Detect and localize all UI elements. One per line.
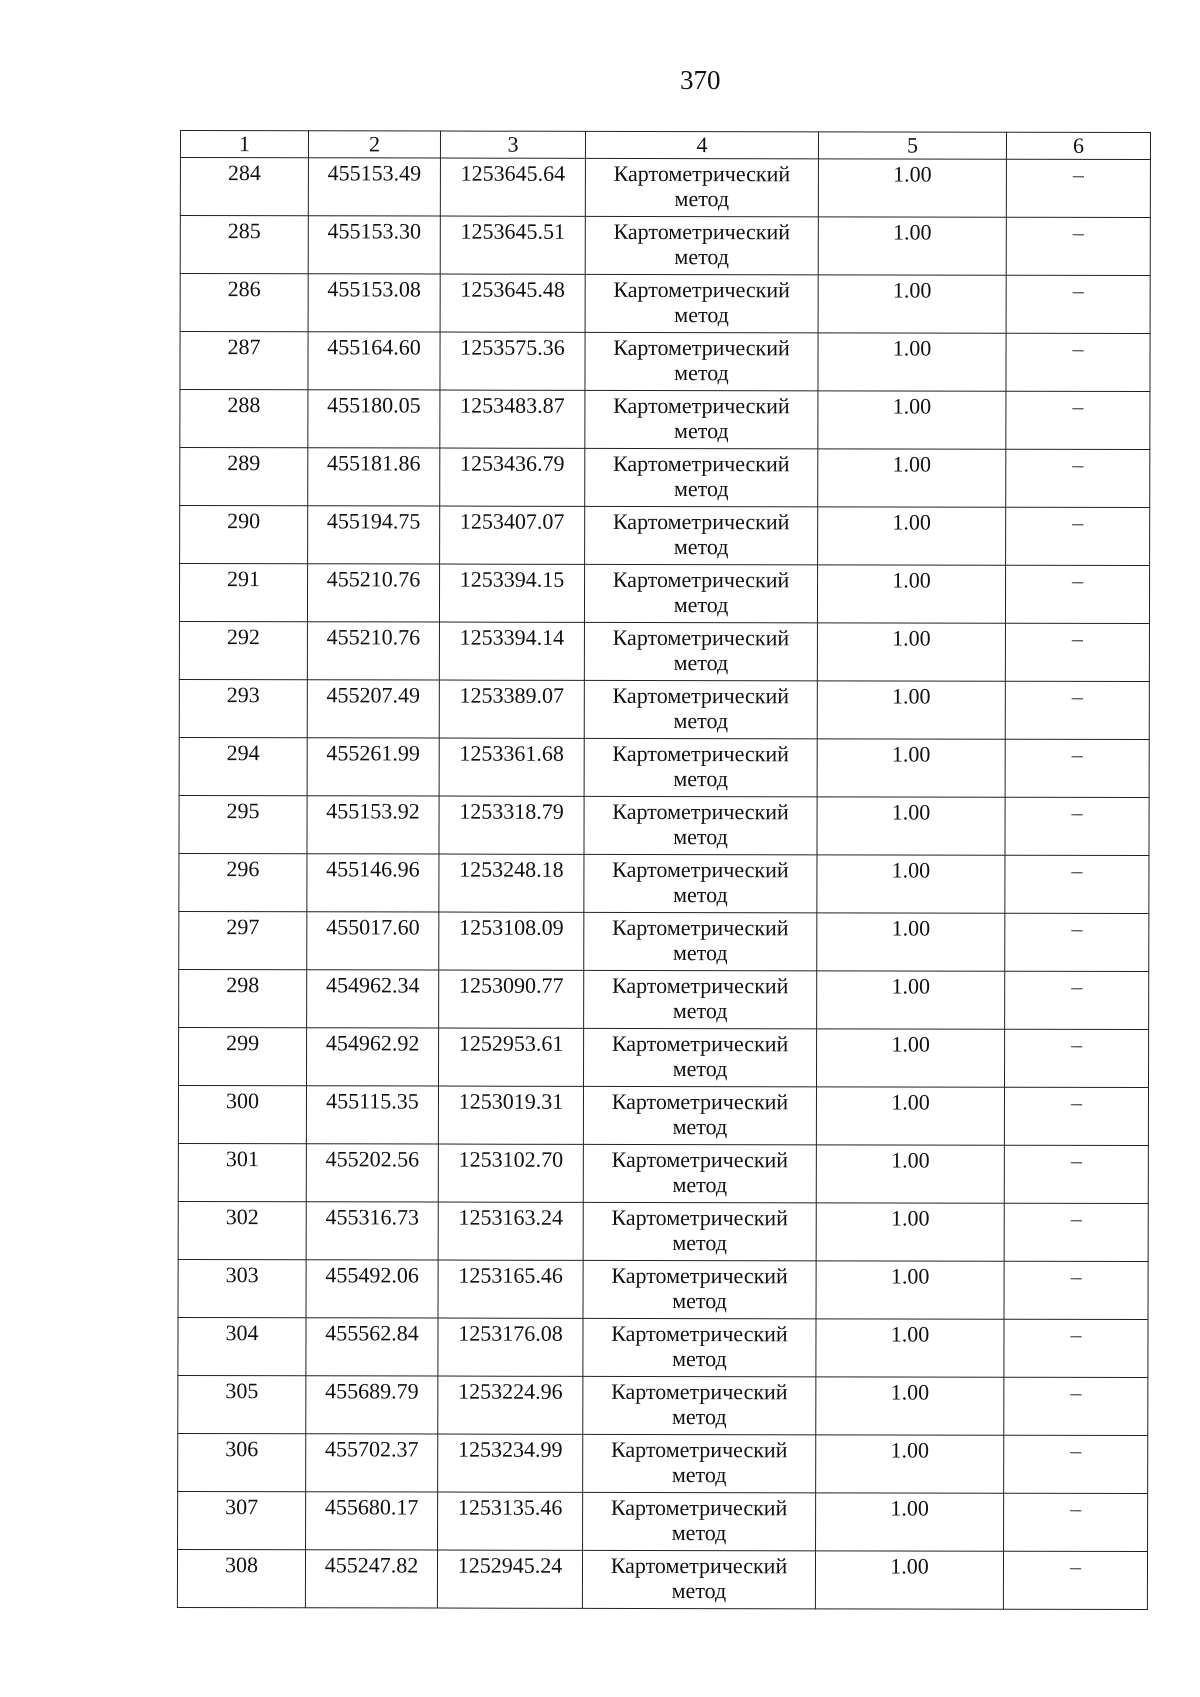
accuracy-cell: 1.00 (815, 1551, 1003, 1609)
note-cell: – (1006, 449, 1150, 507)
table-row (178, 1375, 1148, 1435)
accuracy-cell: 1.00 (817, 565, 1005, 623)
y-coordinate-cell: 1253394.15 (439, 564, 584, 622)
table-row (180, 274, 1150, 334)
note-cell: – (1006, 391, 1150, 449)
accuracy-cell: 1.00 (816, 1261, 1004, 1319)
x-coordinate-cell: 455316.73 (306, 1202, 438, 1260)
method-line-1: Картометрический (612, 624, 790, 651)
y-coordinate-cell: 1253389.07 (439, 680, 584, 738)
method-line-1: Картометрический (612, 508, 790, 535)
accuracy-cell: 1.00 (816, 1145, 1004, 1203)
method-line-1: Картометрический (613, 392, 790, 419)
accuracy-cell: 1.00 (816, 1435, 1004, 1493)
accuracy-cell: 1.00 (818, 333, 1006, 391)
accuracy-cell: 1.00 (816, 1203, 1004, 1261)
table-row (179, 853, 1149, 913)
accuracy-cell: 1.00 (818, 391, 1006, 449)
table-row (178, 1433, 1148, 1493)
table-row (178, 1085, 1148, 1145)
x-coordinate-cell: 455146.96 (307, 854, 439, 912)
accuracy-cell: 1.00 (816, 1377, 1004, 1435)
method-cell (584, 738, 817, 796)
table-row (178, 1491, 1148, 1551)
y-coordinate-cell: 1253090.77 (439, 970, 584, 1028)
point-number-cell: 298 (179, 969, 307, 1027)
method-line-1: Картометрический (611, 1320, 788, 1347)
point-number-cell: 300 (178, 1085, 306, 1143)
note-cell: – (1006, 333, 1150, 391)
method-cell (583, 1376, 816, 1434)
method-line-1: Картометрический (613, 276, 790, 303)
note-cell: – (1005, 623, 1149, 681)
note-cell: – (1005, 913, 1149, 971)
note-cell: – (1006, 159, 1150, 217)
note-cell: – (1005, 855, 1149, 913)
point-number-cell: 302 (178, 1201, 306, 1259)
method-cell (585, 448, 818, 506)
method-line-2: метод (672, 998, 728, 1024)
table-row (179, 795, 1149, 855)
method-cell (584, 854, 817, 912)
method-cell (584, 912, 817, 970)
x-coordinate-cell: 455210.76 (307, 564, 439, 622)
note-cell: – (1003, 1551, 1147, 1609)
method-line-2: метод (672, 1288, 727, 1314)
method-cell (583, 1028, 816, 1086)
point-number-cell: 296 (179, 853, 307, 911)
method-cell (585, 506, 818, 564)
method-line-2: метод (673, 476, 729, 502)
point-number-cell: 284 (180, 158, 308, 216)
point-number-cell: 289 (180, 448, 308, 506)
note-cell: – (1005, 681, 1149, 739)
x-coordinate-cell: 455207.49 (307, 680, 439, 738)
method-cell (585, 274, 818, 332)
method-line-2: метод (673, 882, 728, 908)
method-line-1: Картометрический (611, 1146, 789, 1173)
x-coordinate-cell: 455164.60 (308, 332, 440, 390)
point-number-cell: 294 (179, 737, 307, 795)
accuracy-cell: 1.00 (818, 217, 1006, 275)
x-coordinate-cell: 455180.05 (308, 390, 440, 448)
method-line-2: метод (671, 1578, 727, 1604)
table-row (177, 1549, 1147, 1609)
point-number-cell: 307 (178, 1491, 306, 1549)
note-cell: – (1004, 1319, 1148, 1377)
point-number-cell: 304 (178, 1317, 306, 1375)
table-row (178, 1317, 1148, 1377)
method-line-2: метод (672, 1230, 727, 1256)
accuracy-cell: 1.00 (817, 855, 1005, 913)
accuracy-cell: 1.00 (817, 681, 1005, 739)
y-coordinate-cell: 1253394.14 (439, 622, 584, 680)
point-number-cell: 286 (180, 274, 308, 332)
method-line-1: Картометрический (613, 160, 791, 187)
x-coordinate-cell: 455181.86 (308, 448, 440, 506)
x-coordinate-cell: 455202.56 (306, 1144, 438, 1202)
table-body (177, 158, 1150, 1610)
note-cell: – (1004, 1029, 1148, 1087)
table-row (180, 506, 1150, 566)
method-cell (585, 390, 818, 448)
note-cell: – (1005, 739, 1149, 797)
point-number-cell: 293 (179, 679, 307, 737)
point-number-cell: 305 (178, 1375, 306, 1433)
method-line-2: метод (672, 1346, 727, 1372)
table-row (178, 1201, 1148, 1261)
note-cell: – (1006, 507, 1150, 565)
point-number-cell: 291 (179, 564, 307, 622)
x-coordinate-cell: 455153.30 (308, 216, 440, 274)
column-header-4: 4 (585, 131, 818, 158)
accuracy-cell: 1.00 (818, 159, 1006, 217)
table-row (178, 1143, 1148, 1203)
y-coordinate-cell: 1252953.61 (438, 1028, 583, 1086)
accuracy-cell: 1.00 (818, 275, 1006, 333)
method-line-2: метод (673, 708, 729, 734)
method-line-2: метод (674, 302, 729, 328)
note-cell: – (1004, 1087, 1148, 1145)
method-line-1: Картометрический (612, 682, 790, 709)
accuracy-cell: 1.00 (817, 623, 1005, 681)
x-coordinate-cell: 454962.34 (307, 970, 439, 1028)
method-line-1: Картометрический (611, 1262, 788, 1289)
method-cell (584, 564, 817, 622)
x-coordinate-cell: 455261.99 (307, 738, 439, 796)
method-cell (583, 1086, 816, 1144)
table-row (180, 390, 1150, 450)
accuracy-cell: 1.00 (817, 913, 1005, 971)
method-cell (584, 622, 817, 680)
method-line-1: Картометрический (611, 1204, 788, 1231)
y-coordinate-cell: 1253108.09 (439, 912, 584, 970)
point-number-cell: 287 (180, 332, 308, 390)
method-line-1: Картометрический (610, 1494, 788, 1521)
method-line-1: Картометрический (612, 740, 789, 767)
method-cell (584, 796, 817, 854)
accuracy-cell: 1.00 (816, 1493, 1004, 1551)
point-number-cell: 303 (178, 1259, 306, 1317)
y-coordinate-cell: 1253234.99 (438, 1434, 583, 1492)
x-coordinate-cell: 455115.35 (306, 1086, 438, 1144)
method-line-2: метод (674, 244, 730, 270)
method-line-2: метод (673, 824, 728, 850)
method-line-2: метод (671, 1462, 727, 1488)
method-line-2: метод (674, 360, 729, 386)
table-row (178, 1259, 1148, 1319)
method-cell (583, 1434, 816, 1492)
method-cell (583, 1492, 816, 1550)
method-cell (585, 332, 818, 390)
point-number-cell: 285 (180, 216, 308, 274)
accuracy-cell: 1.00 (818, 507, 1006, 565)
y-coordinate-cell: 1253135.46 (438, 1492, 583, 1550)
y-coordinate-cell: 1253248.18 (439, 854, 584, 912)
method-line-2: метод (673, 650, 729, 676)
y-coordinate-cell: 1253224.96 (438, 1376, 583, 1434)
table-row (179, 679, 1149, 739)
x-coordinate-cell: 454962.92 (306, 1028, 438, 1086)
point-number-cell: 306 (178, 1433, 306, 1491)
method-line-1: Картометрический (611, 1088, 789, 1115)
point-number-cell: 299 (178, 1027, 306, 1085)
column-header-2: 2 (308, 131, 440, 158)
note-cell: – (1006, 275, 1150, 333)
accuracy-cell: 1.00 (816, 1029, 1004, 1087)
method-line-1: Картометрический (611, 972, 789, 999)
method-line-2: метод (674, 186, 730, 212)
point-number-cell: 290 (180, 506, 308, 564)
y-coordinate-cell: 1253436.79 (440, 448, 585, 506)
method-line-1: Картометрический (613, 334, 790, 361)
table-row (178, 1027, 1148, 1087)
method-line-1: Картометрический (613, 450, 790, 477)
note-cell: – (1004, 1203, 1148, 1261)
method-cell (583, 1202, 816, 1260)
column-header-3: 3 (440, 131, 585, 158)
accuracy-cell: 1.00 (817, 739, 1005, 797)
note-cell: – (1005, 565, 1149, 623)
x-coordinate-cell: 455562.84 (306, 1318, 438, 1376)
y-coordinate-cell: 1253019.31 (438, 1086, 583, 1144)
method-line-1: Картометрический (612, 914, 789, 941)
method-line-2: метод (672, 1114, 728, 1140)
table-row (179, 621, 1149, 681)
table-row (179, 564, 1149, 624)
method-cell (583, 1318, 816, 1376)
page-number: 370 (680, 65, 721, 95)
method-line-1: Картометрический (612, 856, 789, 883)
method-cell (583, 1260, 816, 1318)
x-coordinate-cell: 455153.49 (308, 158, 440, 216)
x-coordinate-cell: 455702.37 (306, 1434, 438, 1492)
method-line-2: метод (672, 1056, 728, 1082)
note-cell: – (1004, 1493, 1148, 1551)
method-line-1: Картометрический (612, 798, 789, 825)
accuracy-cell: 1.00 (817, 797, 1005, 855)
point-number-cell: 295 (179, 795, 307, 853)
method-line-2: метод (673, 766, 728, 792)
note-cell: – (1005, 797, 1149, 855)
x-coordinate-cell: 455492.06 (306, 1260, 438, 1318)
note-cell: – (1004, 1145, 1148, 1203)
table-row (180, 216, 1150, 276)
table-row (179, 737, 1149, 797)
column-header-6: 6 (1006, 132, 1150, 159)
method-cell (585, 216, 818, 274)
column-header-5: 5 (818, 132, 1006, 159)
y-coordinate-cell: 1253318.79 (439, 796, 584, 854)
table-row (180, 158, 1150, 218)
method-line-1: Картометрический (611, 1030, 789, 1057)
column-header-1: 1 (180, 131, 308, 158)
table-header-row (180, 131, 1150, 160)
method-cell (585, 158, 818, 216)
table-row (180, 332, 1150, 392)
x-coordinate-cell: 455153.92 (307, 796, 439, 854)
y-coordinate-cell: 1253165.46 (438, 1260, 583, 1318)
note-cell: – (1005, 971, 1149, 1029)
y-coordinate-cell: 1253575.36 (440, 332, 585, 390)
method-line-1: Картометрический (610, 1552, 788, 1579)
table-row (180, 448, 1150, 508)
table-row (179, 969, 1149, 1029)
x-coordinate-cell: 455247.82 (305, 1550, 437, 1608)
method-line-2: метод (673, 592, 729, 618)
x-coordinate-cell: 455210.76 (307, 622, 439, 680)
accuracy-cell: 1.00 (816, 1087, 1004, 1145)
method-line-2: метод (671, 1520, 727, 1546)
y-coordinate-cell: 1253102.70 (438, 1144, 583, 1202)
method-line-1: Картометрический (610, 1436, 788, 1463)
note-cell: – (1004, 1261, 1148, 1319)
method-cell (584, 970, 817, 1028)
method-line-2: метод (672, 1172, 728, 1198)
point-number-cell: 308 (177, 1549, 305, 1607)
x-coordinate-cell: 455689.79 (306, 1376, 438, 1434)
method-line-2: метод (671, 1404, 727, 1430)
x-coordinate-cell: 455680.17 (306, 1492, 438, 1550)
accuracy-cell: 1.00 (816, 1319, 1004, 1377)
method-line-2: метод (674, 418, 729, 444)
table-row (179, 911, 1149, 971)
note-cell: – (1006, 217, 1150, 275)
x-coordinate-cell: 455194.75 (308, 506, 440, 564)
accuracy-cell: 1.00 (817, 971, 1005, 1029)
coordinates-table (177, 130, 1151, 1610)
point-number-cell: 297 (179, 911, 307, 969)
y-coordinate-cell: 1253645.51 (440, 216, 585, 274)
method-cell (583, 1144, 816, 1202)
method-cell (584, 680, 817, 738)
note-cell: – (1004, 1377, 1148, 1435)
method-line-1: Картометрический (612, 566, 790, 593)
note-cell: – (1004, 1435, 1148, 1493)
method-line-1: Картометрический (611, 1378, 788, 1405)
y-coordinate-cell: 1253645.48 (440, 274, 585, 332)
y-coordinate-cell: 1253483.87 (440, 390, 585, 448)
y-coordinate-cell: 1252945.24 (437, 1550, 582, 1608)
x-coordinate-cell: 455153.08 (308, 274, 440, 332)
y-coordinate-cell: 1253176.08 (438, 1318, 583, 1376)
method-line-1: Картометрический (613, 218, 791, 245)
method-line-2: метод (672, 940, 728, 966)
method-line-2: метод (673, 534, 729, 560)
y-coordinate-cell: 1253163.24 (438, 1202, 583, 1260)
x-coordinate-cell: 455017.60 (307, 912, 439, 970)
method-cell (582, 1550, 815, 1608)
y-coordinate-cell: 1253407.07 (440, 506, 585, 564)
y-coordinate-cell: 1253645.64 (440, 158, 585, 216)
point-number-cell: 292 (179, 621, 307, 679)
y-coordinate-cell: 1253361.68 (439, 738, 584, 796)
point-number-cell: 301 (178, 1143, 306, 1201)
accuracy-cell: 1.00 (818, 449, 1006, 507)
point-number-cell: 288 (180, 390, 308, 448)
